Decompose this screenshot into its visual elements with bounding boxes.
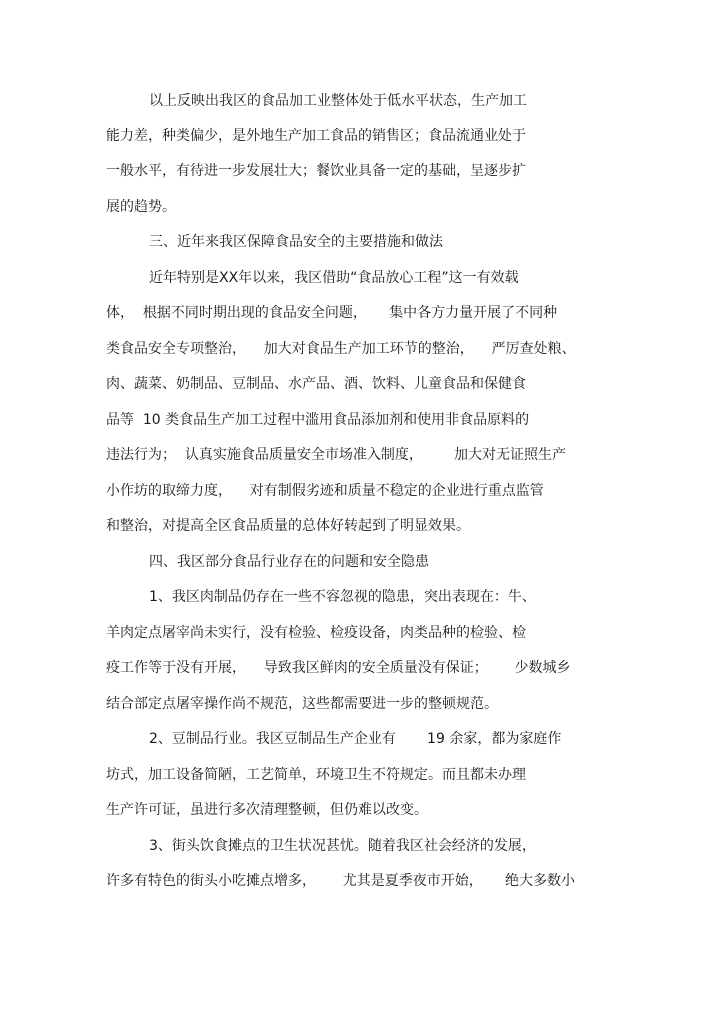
text-line: 体， 根据不同时期出现的食品安全问题， 集中各方力量开展了不同种 — [106, 305, 558, 321]
text-line: 坊式，加工设备简陋，工艺简单，环境卫生不符规定。而且都未办理 — [106, 767, 526, 783]
text-line: 1、我区肉制品仍存在一些不容忽视的隐患，突出表现在：牛、 — [149, 589, 536, 605]
text-line: 疫工作等于没有开展， 导致我区鲜肉的安全质量没有保证； 少数城乡 — [106, 660, 571, 676]
text-line: 结合部定点屠宰操作尚不规范，这些都需要进一步的整顿规范。 — [106, 696, 498, 712]
text-line: 能力差，种类偏少，是外地生产加工食品的销售区；食品流通业处于 — [106, 128, 526, 144]
text-line: 展的趋势。 — [106, 199, 176, 215]
text-line: 2、豆制品行业。我区豆制品生产企业有 19 余家，都为家庭作 — [149, 731, 562, 747]
section-heading: 三、近年来我区保障食品安全的主要措施和做法 — [149, 234, 443, 250]
text-line: 违法行为； 认真实施食品质量安全市场准入制度， 加大对无证照生产 — [106, 447, 567, 463]
text-line: 品等 10 类食品生产加工过程中滥用食品添加剂和使用非食品原料的 — [106, 412, 530, 428]
text-line: 小作坊的取缔力度， 对有制假劣迹和质量不稳定的企业进行重点监管 — [106, 483, 544, 499]
text-line: 以上反映出我区的食品加工业整体处于低水平状态，生产加工 — [149, 93, 527, 109]
text-line: 许多有特色的街头小吃摊点增多， 尤其是夏季夜市开始， 绝大多数小 — [106, 873, 575, 889]
section-heading: 四、我区部分食品行业存在的问题和安全隐患 — [149, 554, 429, 570]
text-line: 生产许可证，虽进行多次清理整顿，但仍难以改变。 — [106, 802, 428, 818]
text-line: 一般水平，有待进一步发展壮大；餐饮业具备一定的基础，呈逐步扩 — [106, 163, 526, 179]
text-line: 羊肉定点屠宰尚未实行，没有检验、检疫设备，肉类品种的检验、检 — [106, 625, 526, 641]
text-line: 和整治，对提高全区食品质量的总体好转起到了明显效果。 — [106, 518, 470, 534]
text-line: 肉、蔬菜、奶制品、豆制品、水产品、酒、饮料、儿童食品和保健食 — [106, 376, 526, 392]
text-line: 类食品安全专项整治， 加大对食品生产加工环节的整治， 严厉查处粮、 — [106, 341, 576, 357]
text-line: 3、街头饮食摊点的卫生状况甚忧。随着我区社会经济的发展， — [149, 838, 536, 854]
text-line: 近年特别是XX年以来，我区借助“食品放心工程”这一有效载 — [149, 270, 519, 286]
